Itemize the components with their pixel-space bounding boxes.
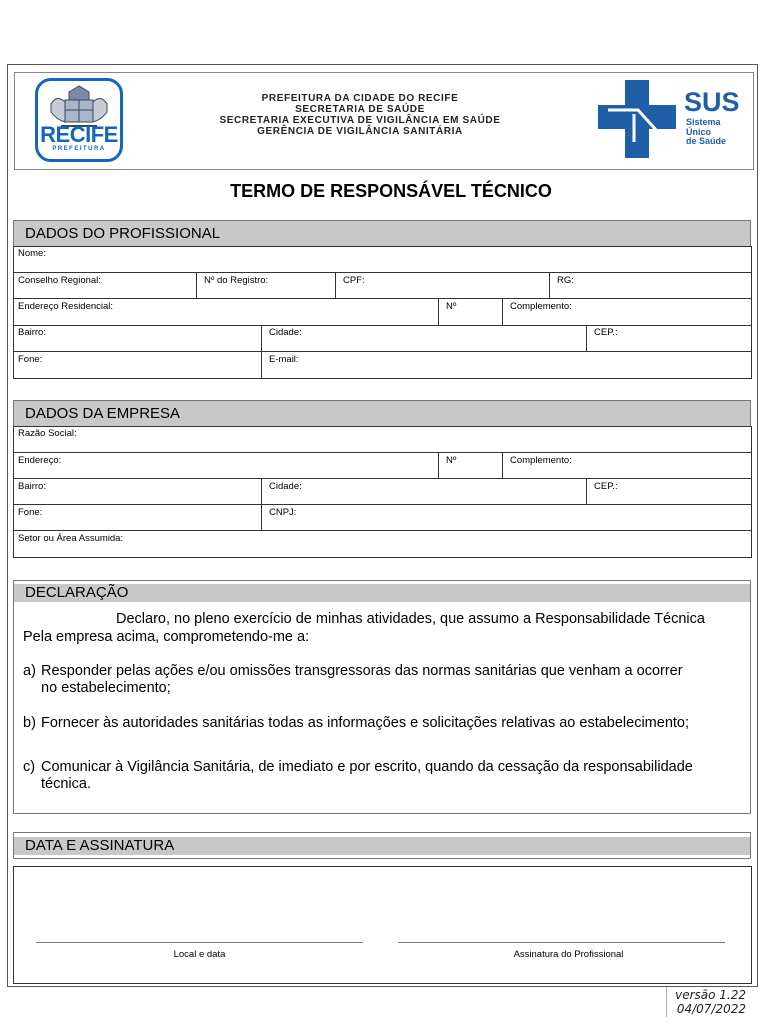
version-label: versão 1.22 [675,988,746,1002]
declaracao-intro-line1: Declaro, no pleno exercício de minhas atividades, que assumo a Responsabilidade Técnica [116,611,705,627]
field-complemento-empresa[interactable]: Complemento: [510,455,572,466]
field-numero-registro[interactable]: Nº do Registro: [204,275,269,286]
field-cpf[interactable]: CPF: [343,275,365,286]
header-institution-lines [190,93,530,137]
field-conselho-regional[interactable]: Conselho Regional: [18,275,101,286]
field-email[interactable]: E-mail: [269,354,299,365]
assinatura-box [13,866,752,984]
field-fone-empresa[interactable]: Fone: [18,507,43,518]
sus-logo-text: SUS [684,87,740,117]
local-data-label: Local e data [173,949,226,960]
declaracao-item-a-line1: Responder pelas ações e/ou omissões transgressoras das normas sanitárias que venham a ocorrer [41,663,683,679]
field-endereco-empresa[interactable]: Endereço: [18,455,62,466]
sus-cross-icon [598,80,680,160]
header-line: SECRETARIA EXECUTIVA DE VIGILÂNCIA EM SAÚDE [219,115,501,126]
field-endereco-residencial[interactable]: Endereço Residencial: [18,301,114,312]
profissional-form [13,246,752,379]
field-complemento[interactable]: Complemento: [510,301,572,312]
header-line: SECRETARIA DE SAÚDE [295,104,425,115]
field-cidade-empresa[interactable]: Cidade: [269,481,302,492]
declaracao-item-marker: b) [23,715,36,731]
recife-logo-subtext: PREFEITURA [52,146,106,152]
field-cnpj[interactable]: CNPJ: [269,507,297,518]
recife-logo-text: RECIFE [40,122,118,147]
section-heading-declaracao: DECLARAÇÃO [14,584,750,602]
declaracao-item-c-line1: Comunicar à Vigilância Sanitária, de imediato e por escrito, quando da cessação da responsabilidade [41,759,693,775]
field-fone[interactable]: Fone: [18,354,43,365]
declaracao-item-b-line1: Fornecer às autoridades sanitárias todas as informações e solicitações relativas ao estabelecimento; [41,715,690,731]
declaracao-item-marker: a) [23,663,36,679]
field-razao-social[interactable]: Razão Social: [18,428,77,439]
local-data-line[interactable] [36,942,363,943]
field-cep[interactable]: CEP.: [594,327,618,338]
header-line: PREFEITURA DA CIDADE DO RECIFE [261,93,459,104]
sus-logo [598,80,750,160]
declaracao-item-c-line2: técnica. [41,776,91,792]
field-bairro[interactable]: Bairro: [18,327,46,338]
section-heading-profissional: DADOS DO PROFISSIONAL [13,220,751,247]
document-title: TERMO DE RESPONSÁVEL TÉCNICO [230,181,552,201]
header-line: GERÊNCIA DE VIGILÂNCIA SANITÁRIA [257,126,463,137]
sus-subtext: Único [686,126,712,137]
version-date: 04/07/2022 [676,1002,746,1016]
field-bairro-empresa[interactable]: Bairro: [18,481,46,492]
section-heading-assinatura: DATA E ASSINATURA [14,837,750,855]
empresa-form [13,426,752,558]
sus-subtext: Sistema [686,117,721,127]
recife-logo [35,78,123,162]
field-setor-area[interactable]: Setor ou Área Assumida: [18,533,124,544]
field-numero[interactable]: Nº [446,301,457,312]
field-cidade[interactable]: Cidade: [269,327,302,338]
assinatura-label: Assinatura do Profissional [513,949,624,960]
field-nome[interactable]: Nome: [18,248,46,259]
assinatura-line[interactable] [398,942,725,943]
sus-subtext: de Saúde [686,136,727,146]
declaracao-item-a-line2: no estabelecimento; [41,680,171,696]
section-heading-empresa: DADOS DA EMPRESA [13,400,751,427]
field-cep-empresa[interactable]: CEP.: [594,481,618,492]
declaracao-intro-line2: Pela empresa acima, comprometendo-me a: [23,629,310,645]
field-rg[interactable]: RG: [557,275,574,286]
declaracao-item-marker: c) [23,759,36,775]
field-numero-empresa[interactable]: Nº [446,455,457,466]
